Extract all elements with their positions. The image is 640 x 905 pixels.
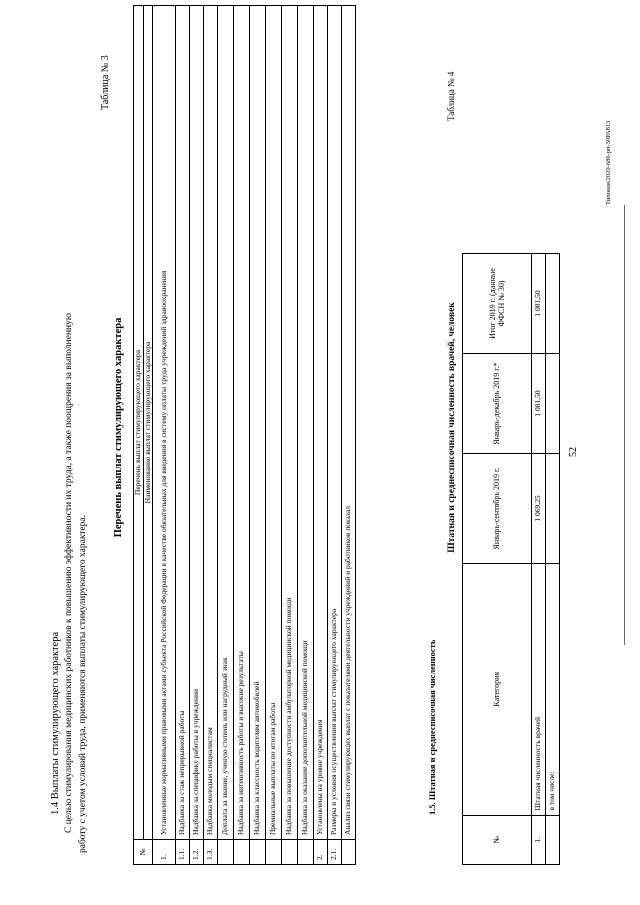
row-number: 1. xyxy=(153,840,176,865)
row-number xyxy=(218,840,234,865)
row-number xyxy=(298,840,314,865)
value-jan-sep: 1 069,25 xyxy=(532,453,546,563)
row-number xyxy=(342,840,356,865)
row-text: Доплата за звание, ученую степень или нагрудный знак xyxy=(218,6,234,840)
table-row xyxy=(282,6,298,865)
col-number-header: № xyxy=(134,840,153,865)
row-number: 1. xyxy=(532,815,546,864)
doctors-headcount-table xyxy=(462,253,560,865)
row-text: Надбавка за оказание дополнительной медицинской помощи xyxy=(298,6,314,840)
table-3-label: Таблица № 3 xyxy=(100,55,111,110)
intro-paragraph-line-2: работу с учетом условий труда, применяются выплаты стимулирующего характера. xyxy=(78,514,88,853)
col-jan-dec-header: Январь-декабрь 2019 г.* xyxy=(463,354,532,454)
row-text: Надбавка за классность водителям автомобилей xyxy=(250,6,266,840)
table-row xyxy=(532,254,546,865)
table-row xyxy=(153,6,176,865)
value-total xyxy=(546,254,560,354)
row-number xyxy=(234,840,250,865)
value-jan-dec: 1 081,50 xyxy=(532,354,546,454)
table-row xyxy=(328,6,342,865)
page-number: 52 xyxy=(568,447,579,457)
row-number xyxy=(266,840,282,865)
row-number: 1.3. xyxy=(204,840,218,865)
table-row xyxy=(298,6,314,865)
row-text: Надбавка за интенсивность работы и высокие результаты xyxy=(234,6,250,840)
section-title: 1.4 Выплаты стимулирующего характера xyxy=(50,631,61,815)
row-number xyxy=(250,840,266,865)
table-row xyxy=(218,6,234,865)
table-row xyxy=(266,6,282,865)
value-total: 1 081,50 xyxy=(532,254,546,354)
value-jan-dec xyxy=(546,354,560,454)
row-text: Установленные нормативными правовыми актами субъекта Российской Федерации в качестве обязательных для введения в систему оплаты труда учреждений здравоохранения xyxy=(153,6,176,840)
col-category-header: Категория xyxy=(463,564,532,815)
row-number: 2. xyxy=(314,840,328,865)
table-row xyxy=(204,6,218,865)
row-category: Штатная численность врачей xyxy=(532,564,546,815)
header-name: Наименование выплат стимулирующего характера xyxy=(143,6,153,840)
col-number-header: № xyxy=(463,815,532,864)
header-group: Перечень выплат стимулирующего характера xyxy=(134,6,144,840)
table-row xyxy=(342,6,356,865)
bottom-divider xyxy=(624,205,625,645)
row-category: в том числе: xyxy=(546,564,560,815)
value-jan-sep xyxy=(546,453,560,563)
table-header-row xyxy=(143,6,153,865)
row-text: Надбавка молодым специалистам xyxy=(204,6,218,840)
table-row xyxy=(234,6,250,865)
intro-paragraph-line-1: С целью стимулирования медицинских работников к повышению эффективности их труда, а также поощрения за выполненную xyxy=(64,313,74,833)
row-text: Надбавка за стаж непрерывной работы xyxy=(176,6,190,840)
row-number xyxy=(546,815,560,864)
col-jan-sep-header: Январь-сентябрь 2019 г. xyxy=(463,453,532,563)
row-number: 1.2. xyxy=(190,840,204,865)
stimulating-payments-table xyxy=(133,5,356,865)
table-4-label: Таблица № 4 xyxy=(446,71,456,121)
row-text: Надбавка за специфику работы в учреждении xyxy=(190,6,204,840)
table-4-title: Штатная и среднесписочная численность врачей, человек xyxy=(447,302,457,553)
row-number xyxy=(282,840,298,865)
row-number: 1.1. xyxy=(176,840,190,865)
table-row xyxy=(190,6,204,865)
row-text: Премиальные выплаты по итогам работы xyxy=(266,6,282,840)
row-text: Надбавка за повышение доступности амбулаторной медицинской помощи xyxy=(282,6,298,840)
table-row xyxy=(250,6,266,865)
table-header-row xyxy=(134,6,144,865)
table-header-row xyxy=(463,254,532,865)
table-row xyxy=(176,6,190,865)
table-row xyxy=(546,254,560,865)
table-3-title: Перечень выплат стимулирующего характера xyxy=(113,317,124,538)
col-total-header: Итог 2019 г. (данные ФФСН № 30) xyxy=(463,254,532,354)
row-text: Установлены на уровне учреждения xyxy=(314,6,328,840)
table-row xyxy=(314,6,328,865)
row-text: Размеры и условия осуществления выплат стимулирующего характера xyxy=(328,6,342,840)
section-1-5-title: 1.5. Штатная и среднесписочная численность xyxy=(427,639,437,815)
row-number: 2.1. xyxy=(328,840,342,865)
footer-document-code: Типовая/2020-686-рп-30РА813 xyxy=(605,120,612,205)
row-text: Анализ связи стимулирующих выплат с показателями деятельности учреждений и работников показал xyxy=(342,6,356,840)
